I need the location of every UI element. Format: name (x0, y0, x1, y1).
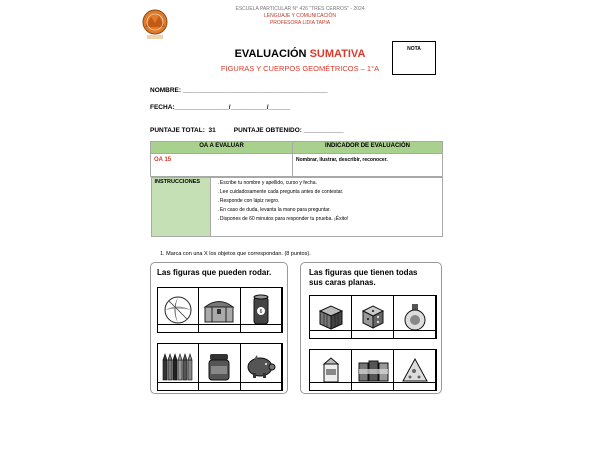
panel-flat-title-line2: sus caras planas. (309, 278, 376, 287)
pizza-slice-icon (400, 357, 430, 383)
teacher: PROFESORA LIDIA TAPIA (269, 20, 331, 26)
evaluation-table (150, 141, 443, 237)
subject: LENGUAJE Y COMUNICACIÓN (263, 13, 337, 19)
roll-answer-row-bottom[interactable] (158, 382, 282, 390)
instruction-item: . Lee cuidadosamente cada pregunta antes de contestar. (218, 188, 439, 197)
title-highlight: SUMATIVA (309, 48, 366, 60)
page-subtitle: FIGURAS Y CUERPOS GEOMÉTRICOS – 1°A (220, 64, 380, 73)
flat-grid-bottom (309, 349, 437, 391)
treasure-chest-icon (203, 296, 235, 324)
roll-grid-bottom (157, 343, 283, 391)
panel-roll-title: Las figuras que pueden rodar. (157, 268, 272, 277)
milk-carton-icon (320, 356, 342, 384)
roll-grid-top (157, 287, 283, 333)
instruction-item: . En caso de duda, levanta la mano para preguntar. (218, 206, 439, 215)
score-field[interactable]: PUNTAJE TOTAL: 31 PUNTAJE OBTENIDO: ___________ (150, 127, 344, 134)
cans-icon (357, 357, 389, 383)
piggy-bank-icon (245, 354, 277, 380)
instruction-item: . Responde con lápiz negro. (218, 197, 439, 206)
instruction-item: . Dispones de 60 minutos para responder tu prueba. ¡Éxito! (218, 215, 439, 224)
round-bottle-icon (403, 302, 427, 332)
beach-ball-icon (163, 295, 193, 325)
question-1: 1. Marca con una X los objetos que correspondan. (8 puntos). (160, 251, 311, 257)
panel-flat-title (309, 268, 417, 288)
indicator-header: INDICADOR DE EVALUACIÓN (293, 142, 443, 154)
instructions-list (214, 179, 439, 224)
panel-roll (150, 262, 288, 394)
grade-box[interactable] (392, 41, 436, 75)
roll-answer-row-top[interactable] (158, 324, 282, 332)
indicator-value: Nombrar, ilustrar, describir, reconocer. (293, 154, 443, 177)
soda-can-icon (252, 294, 270, 326)
dice-icon (359, 303, 387, 331)
flat-answer-row-bottom[interactable] (310, 382, 436, 390)
flat-grid-top (309, 295, 437, 339)
crayons-icon (161, 352, 195, 382)
oa-value: OA 15 (151, 154, 293, 177)
school-header (0, 6, 600, 27)
instruction-item: . Escribe tu nombre y apellido, curso y fecha. (218, 179, 439, 188)
title-main: EVALUACIÓN (234, 48, 307, 60)
svg-text:6: 6 (259, 309, 263, 315)
panel-flat-title-line1: Las figuras que tienen todas (309, 268, 418, 277)
name-field[interactable]: NOMBRE: ________________________________________ (150, 87, 328, 94)
oa-header: OA A EVALUAR (151, 142, 293, 154)
date-field[interactable]: FECHA:_______________/__________/______ (150, 104, 291, 111)
instructions-label: INSTRUCCIONES (151, 178, 210, 237)
school-name: ESCUELA PARTICULAR N° 426 "TRES CERROS" - 2024 (235, 6, 365, 12)
grade-label: NOTA (407, 46, 421, 52)
panel-flat (300, 262, 442, 394)
flat-answer-row-top[interactable] (310, 330, 436, 338)
rubiks-cube-icon (316, 302, 346, 332)
page-title (0, 48, 600, 60)
jar-icon (207, 352, 231, 382)
